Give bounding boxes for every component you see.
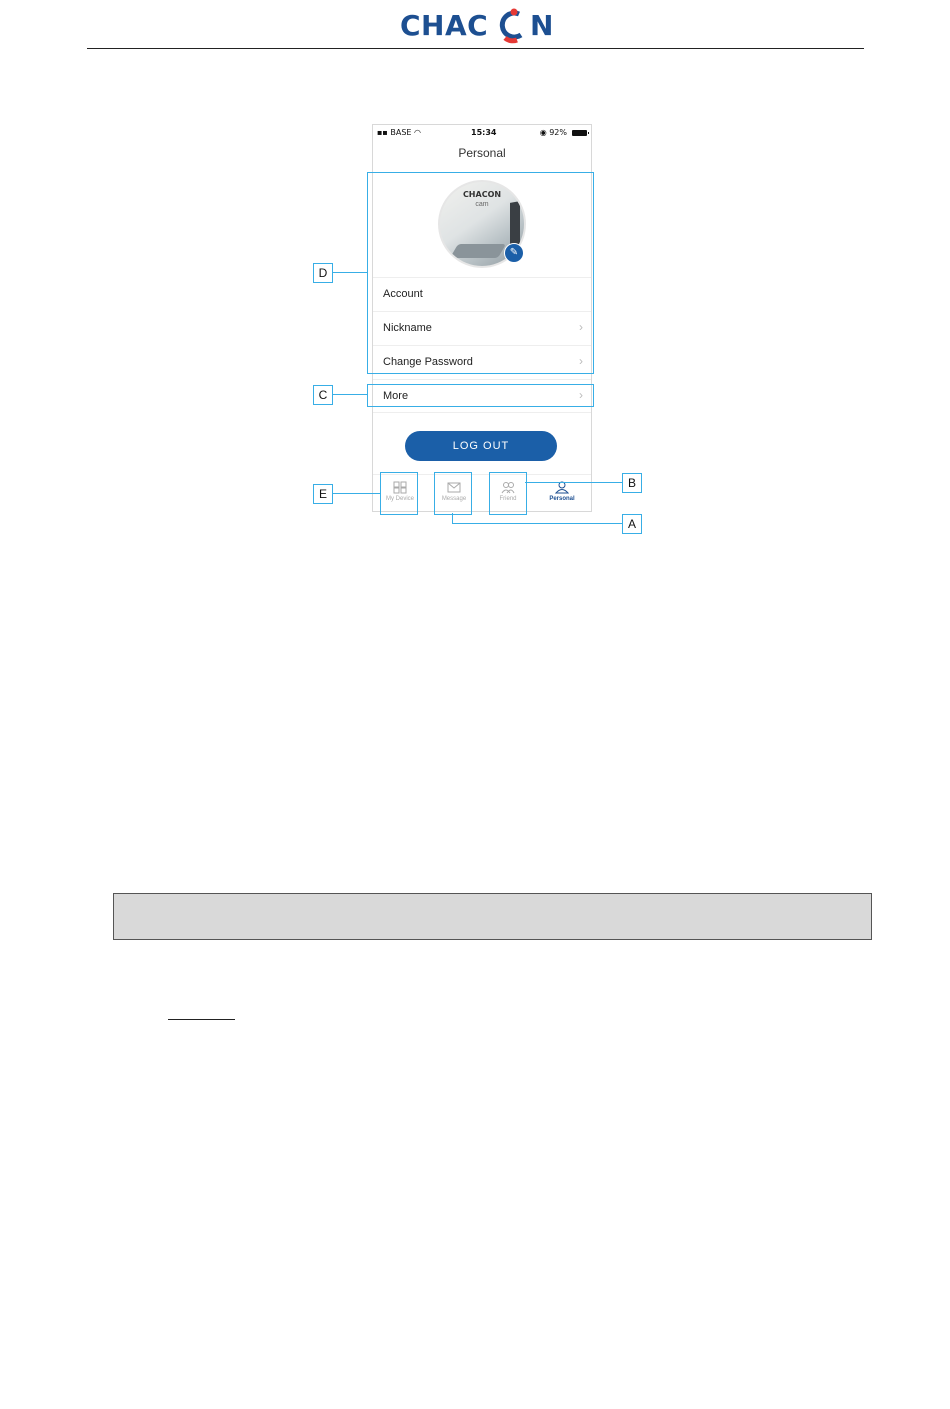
- underlined-heading-rule: [168, 1019, 235, 1020]
- highlight-friend: [489, 472, 527, 515]
- chevron-right-icon: ›: [579, 388, 583, 402]
- chacon-logo: [400, 6, 552, 46]
- logo-text-left: CHAC: [400, 9, 489, 42]
- highlight-my-device: [380, 472, 418, 515]
- header-divider: [87, 48, 864, 49]
- callout-e: E: [313, 484, 333, 504]
- chevron-right-icon: ›: [579, 320, 583, 334]
- tab-personal[interactable]: [535, 475, 589, 512]
- callout-a: A: [622, 514, 642, 534]
- avatar-brand: CHACON: [462, 190, 502, 199]
- callout-leader: [333, 394, 367, 395]
- callout-c: C: [313, 385, 333, 405]
- highlight-profile-section: [367, 172, 594, 374]
- logout-button[interactable]: LOG OUT: [405, 431, 557, 461]
- callout-b: B: [622, 473, 642, 493]
- highlight-more: [367, 384, 594, 407]
- battery-icon: [572, 130, 587, 136]
- page-title: Personal: [458, 146, 506, 160]
- chevron-right-icon: ›: [579, 354, 583, 368]
- account-label: Account: [383, 288, 423, 300]
- callout-leader: [452, 523, 622, 524]
- callout-d: D: [313, 263, 333, 283]
- status-carrier: ▪▪ BASE ◠: [377, 128, 422, 137]
- tab-label: Personal: [549, 496, 575, 502]
- callout-leader: [525, 482, 622, 483]
- logo-text-right: N: [530, 9, 554, 42]
- tab-label: Friend: [499, 496, 517, 502]
- highlight-message: [434, 472, 472, 515]
- status-bar: [373, 127, 591, 139]
- logo-ring-icon: [497, 8, 527, 44]
- more-label: More: [383, 390, 409, 402]
- status-battery-text: ◉ 92%: [539, 128, 567, 137]
- section-heading-bar: [113, 893, 872, 940]
- tab-label: Message: [441, 496, 467, 502]
- callout-leader: [333, 272, 367, 273]
- nickname-label: Nickname: [383, 322, 432, 334]
- change-password-label: Change Password: [383, 356, 473, 368]
- avatar-sub: cam: [475, 201, 489, 208]
- callout-leader: [333, 493, 380, 494]
- tab-label: My Device: [385, 496, 414, 502]
- status-time: 15:34: [471, 128, 497, 137]
- edit-avatar-icon[interactable]: ✎: [504, 243, 524, 263]
